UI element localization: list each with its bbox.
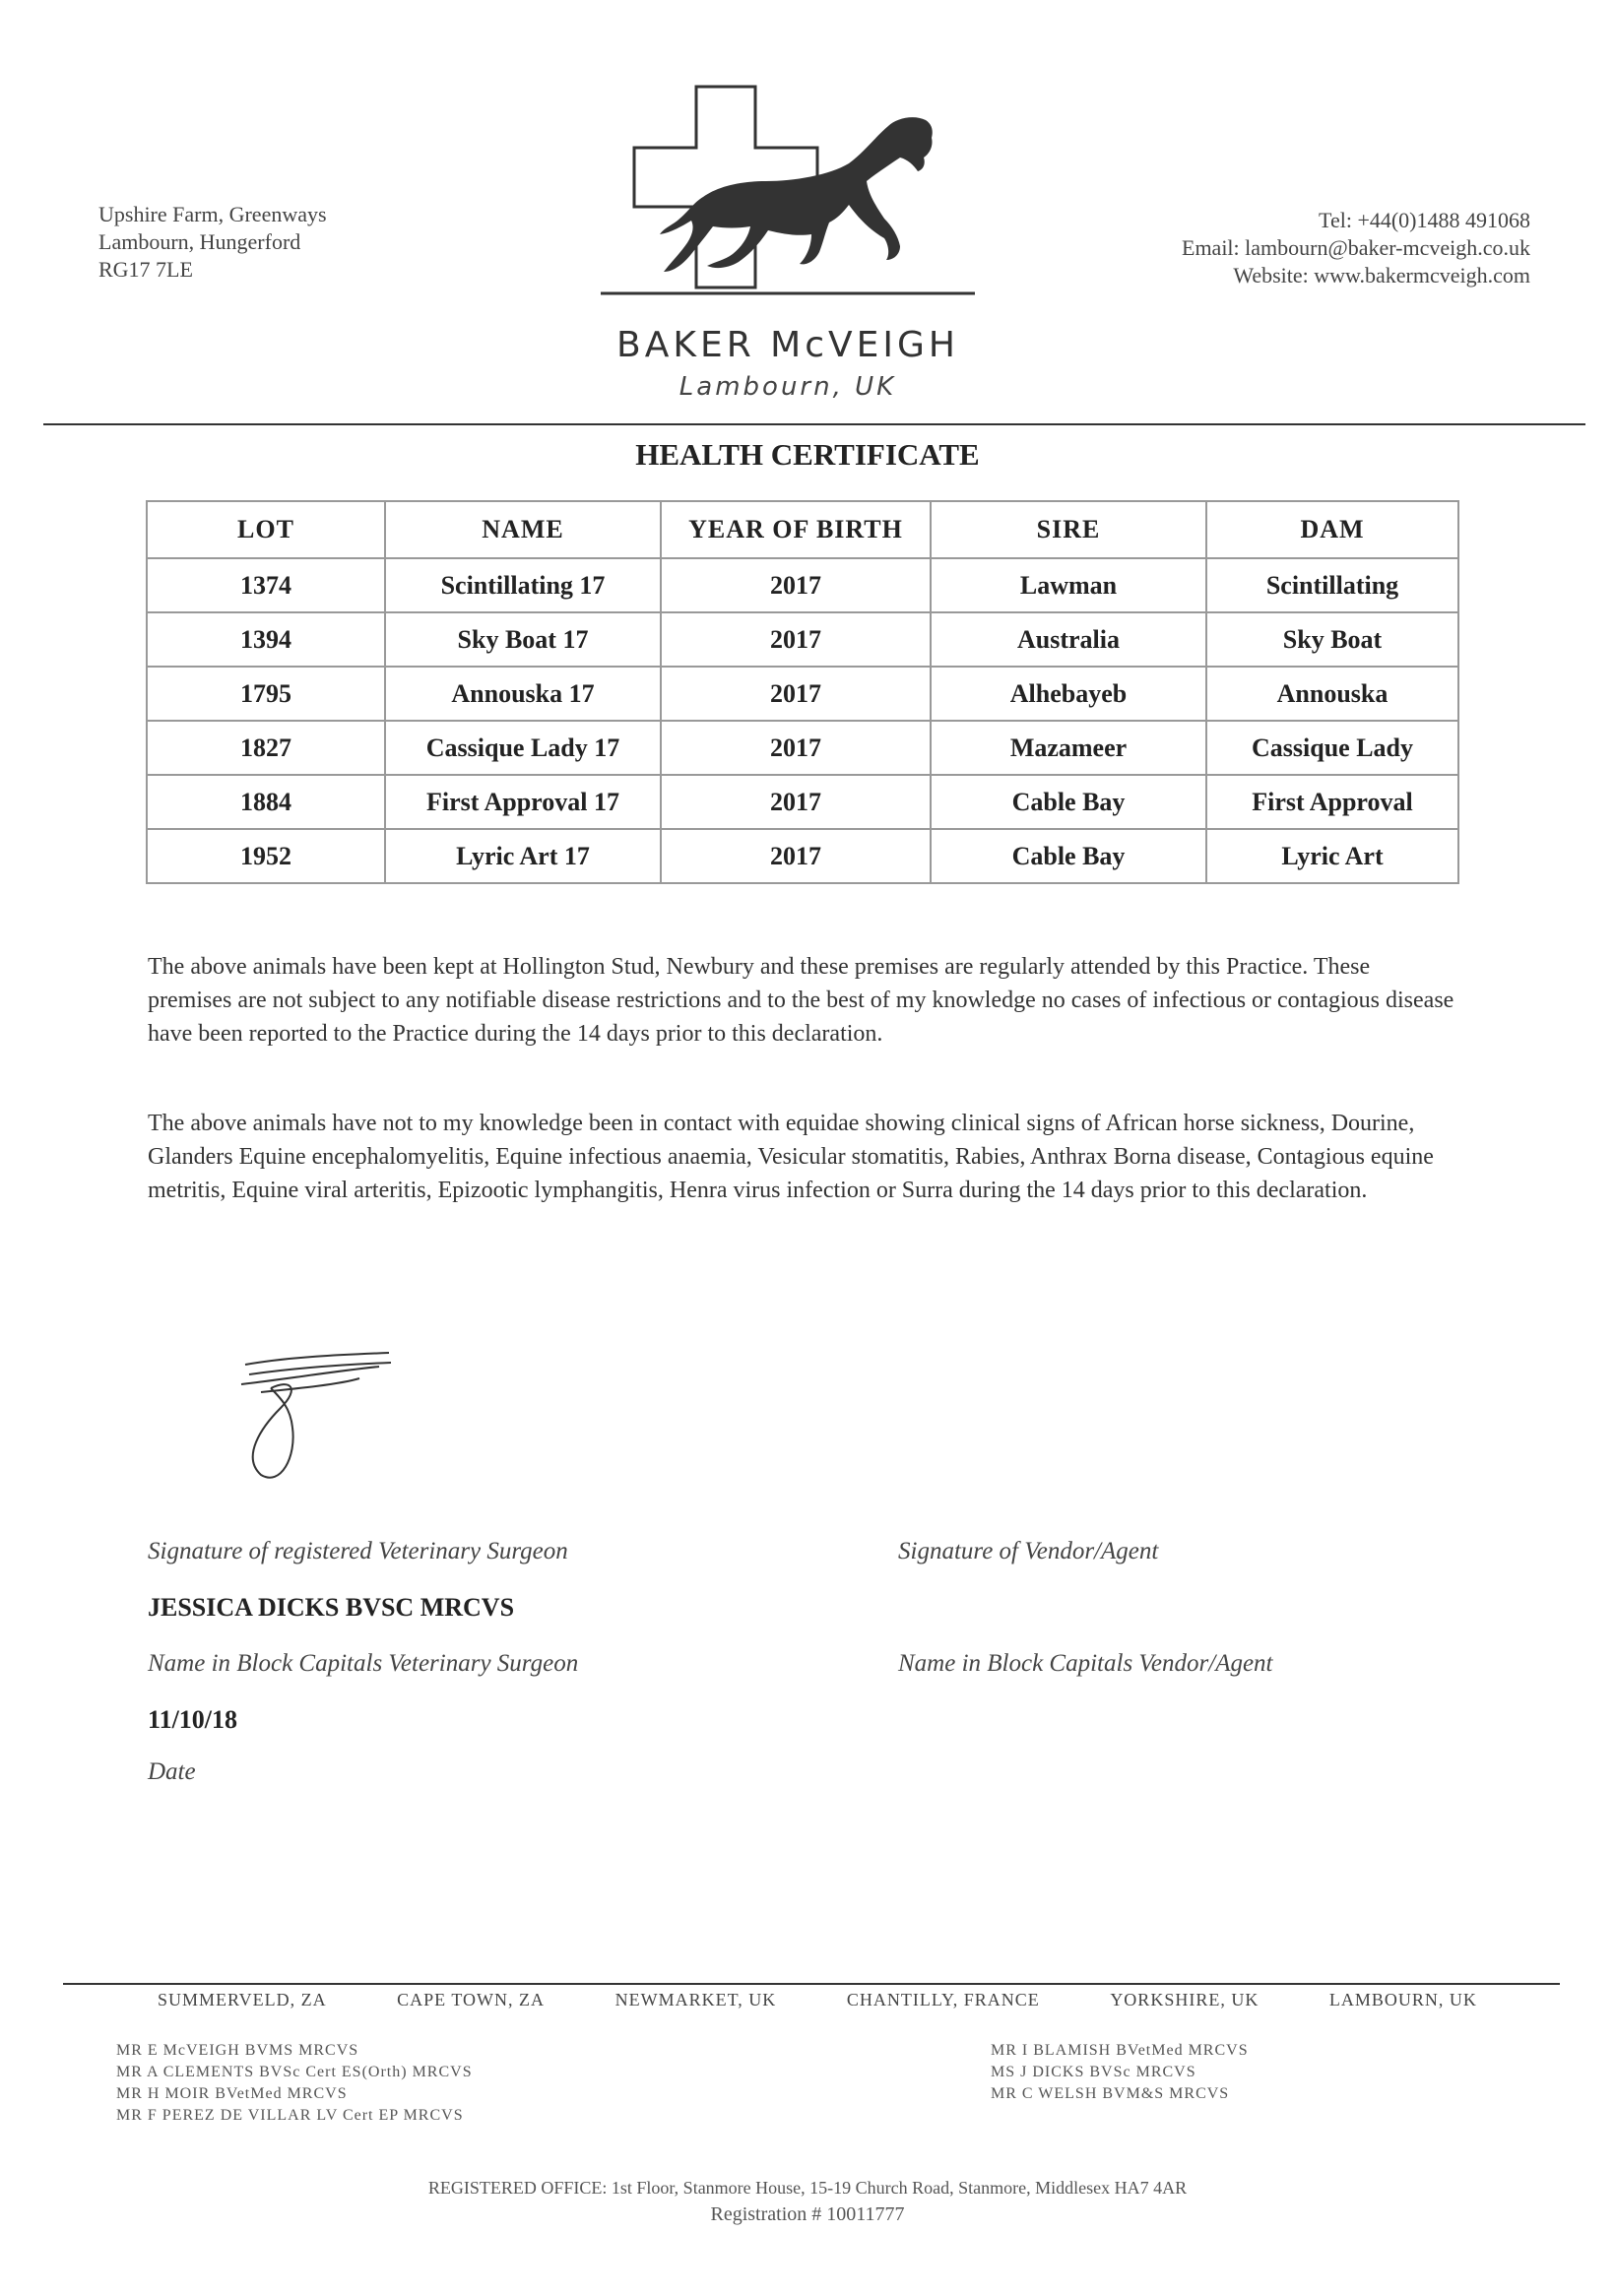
table-row: [147, 829, 1458, 883]
cell-name: Scintillating 17: [385, 558, 661, 612]
cell-sire: Australia: [931, 612, 1206, 667]
cell-year: 2017: [661, 558, 931, 612]
vets-list-left: [116, 2040, 473, 2127]
cell-sire: Cable Bay: [931, 829, 1206, 883]
cell-year: 2017: [661, 829, 931, 883]
cell-sire: Cable Bay: [931, 775, 1206, 829]
cell-dam: First Approval: [1206, 775, 1458, 829]
document-title: HEALTH CERTIFICATE: [635, 437, 980, 472]
cell-sire: Mazameer: [931, 721, 1206, 775]
column-header-name: NAME: [385, 501, 661, 558]
cell-dam: Cassique Lady: [1206, 721, 1458, 775]
footer-divider: [63, 1983, 1560, 1985]
office-location: SUMMERVELD, ZA: [158, 1990, 327, 2009]
signed-date: 11/10/18: [148, 1705, 238, 1734]
cell-lot: 1884: [147, 775, 385, 829]
vets-list-right: [991, 2040, 1249, 2105]
vendor-signature-label: Signature of Vendor/Agent: [898, 1538, 1159, 1564]
vet-signature-label: Signature of registered Veterinary Surgeon: [148, 1538, 568, 1564]
office-location: YORKSHIRE, UK: [1110, 1990, 1260, 2009]
vendor-name-label: Name in Block Capitals Vendor/Agent: [898, 1650, 1273, 1677]
office-location: LAMBOURN, UK: [1328, 1990, 1477, 2009]
registered-office: REGISTERED OFFICE: 1st Floor, Stanmore House, 15-19 Church Road, Stanmore, Middlesex HA7 4AR: [427, 2178, 1188, 2198]
cell-sire: Lawman: [931, 558, 1206, 612]
vet-entry: MR C WELSH BVM&S MRCVS: [991, 2085, 1230, 2102]
vet-name-label: Name in Block Capitals Veterinary Surgeon: [148, 1650, 579, 1677]
company-address: [98, 201, 327, 284]
address-line: RG17 7LE: [98, 257, 193, 282]
vet-entry: MR E McVEIGH BVMS MRCVS: [116, 2042, 359, 2059]
cell-dam: Sky Boat: [1206, 612, 1458, 667]
column-header-sire: SIRE: [931, 501, 1206, 558]
cell-year: 2017: [661, 721, 931, 775]
office-location: NEWMARKET, UK: [614, 1990, 777, 2009]
cell-name: Annouska 17: [385, 667, 661, 721]
website-address: Website: www.bakermcveigh.com: [1233, 263, 1530, 287]
cell-year: 2017: [661, 612, 931, 667]
vet-entry: MR I BLAMISH BVetMed MRCVS: [991, 2042, 1249, 2059]
cell-lot: 1827: [147, 721, 385, 775]
declaration-paragraph: The above animals have been kept at Hollington Stud, Newbury and these premises are regularly attended by this Practice. These premises are not subject to any notifiable disease restrictions and to the best of my knowledge no cases of infectious or contagious disease have been reported to the Practice during the 14 days prior to this declaration.: [148, 954, 1454, 1047]
cell-name: Cassique Lady 17: [385, 721, 661, 775]
cell-sire: Alhebayeb: [931, 667, 1206, 721]
cell-year: 2017: [661, 775, 931, 829]
email-address: Email: lambourn@baker-mcveigh.co.uk: [1182, 235, 1530, 260]
declaration-paragraph: The above animals have not to my knowledge been in contact with equidae showing clinical signs of African horse sickness, Dourine, Glanders Equine encephalomyelitis, Equine infectious anaemia, Vesicular stomatitis, Rabies, Anthrax Borna disease, Contagious equine metritis, Equine viral arteritis, Epizootic lymphangitis, Henra virus infection or Surra during the 14 days prior to this declaration.: [148, 1111, 1434, 1203]
cell-lot: 1952: [147, 829, 385, 883]
vet-entry: MS J DICKS BVSc MRCVS: [991, 2064, 1196, 2080]
registration-number: Registration # 10011777: [710, 2203, 905, 2225]
address-line: Upshire Farm, Greenways: [98, 202, 327, 226]
cell-name: First Approval 17: [385, 775, 661, 829]
column-header-dam: DAM: [1206, 501, 1458, 558]
vet-entry: MR H MOIR BVetMed MRCVS: [116, 2085, 348, 2102]
cell-lot: 1374: [147, 558, 385, 612]
table-row: [147, 612, 1458, 667]
handwritten-signature: [231, 1349, 409, 1487]
vet-entry: MR F PEREZ DE VILLAR LV Cert EP MRCVS: [116, 2107, 464, 2124]
cell-lot: 1394: [147, 612, 385, 667]
brand-location: Lambourn, UK: [678, 372, 897, 402]
cell-lot: 1795: [147, 667, 385, 721]
date-label: Date: [148, 1758, 196, 1785]
company-contact: [1182, 207, 1530, 289]
cell-dam: Annouska: [1206, 667, 1458, 721]
table-row: [147, 775, 1458, 829]
cell-dam: Lyric Art: [1206, 829, 1458, 883]
header-divider: [43, 423, 1585, 425]
table-row: [147, 667, 1458, 721]
cell-dam: Scintillating: [1206, 558, 1458, 612]
table-row: [147, 558, 1458, 612]
phone-number: Tel: +44(0)1488 491068: [1319, 208, 1530, 232]
cell-year: 2017: [661, 667, 931, 721]
cell-name: Sky Boat 17: [385, 612, 661, 667]
office-locations: [158, 1990, 1477, 2010]
address-line: Lambourn, Hungerford: [98, 229, 301, 254]
office-location: CHANTILLY, FRANCE: [846, 1990, 1040, 2009]
cell-name: Lyric Art 17: [385, 829, 661, 883]
table-header-row: [147, 501, 1458, 558]
vet-entry: MR A CLEMENTS BVSc Cert ES(Orth) MRCVS: [116, 2064, 473, 2080]
column-header-year: YEAR OF BIRTH: [661, 501, 931, 558]
column-header-lot: LOT: [147, 501, 385, 558]
table-row: [147, 721, 1458, 775]
brand-name: BAKER McVEIGH: [616, 325, 959, 365]
vet-name: JESSICA DICKS BVSC MRCVS: [148, 1593, 515, 1622]
office-location: CAPE TOWN, ZA: [397, 1990, 545, 2009]
horse-table: [146, 500, 1459, 884]
